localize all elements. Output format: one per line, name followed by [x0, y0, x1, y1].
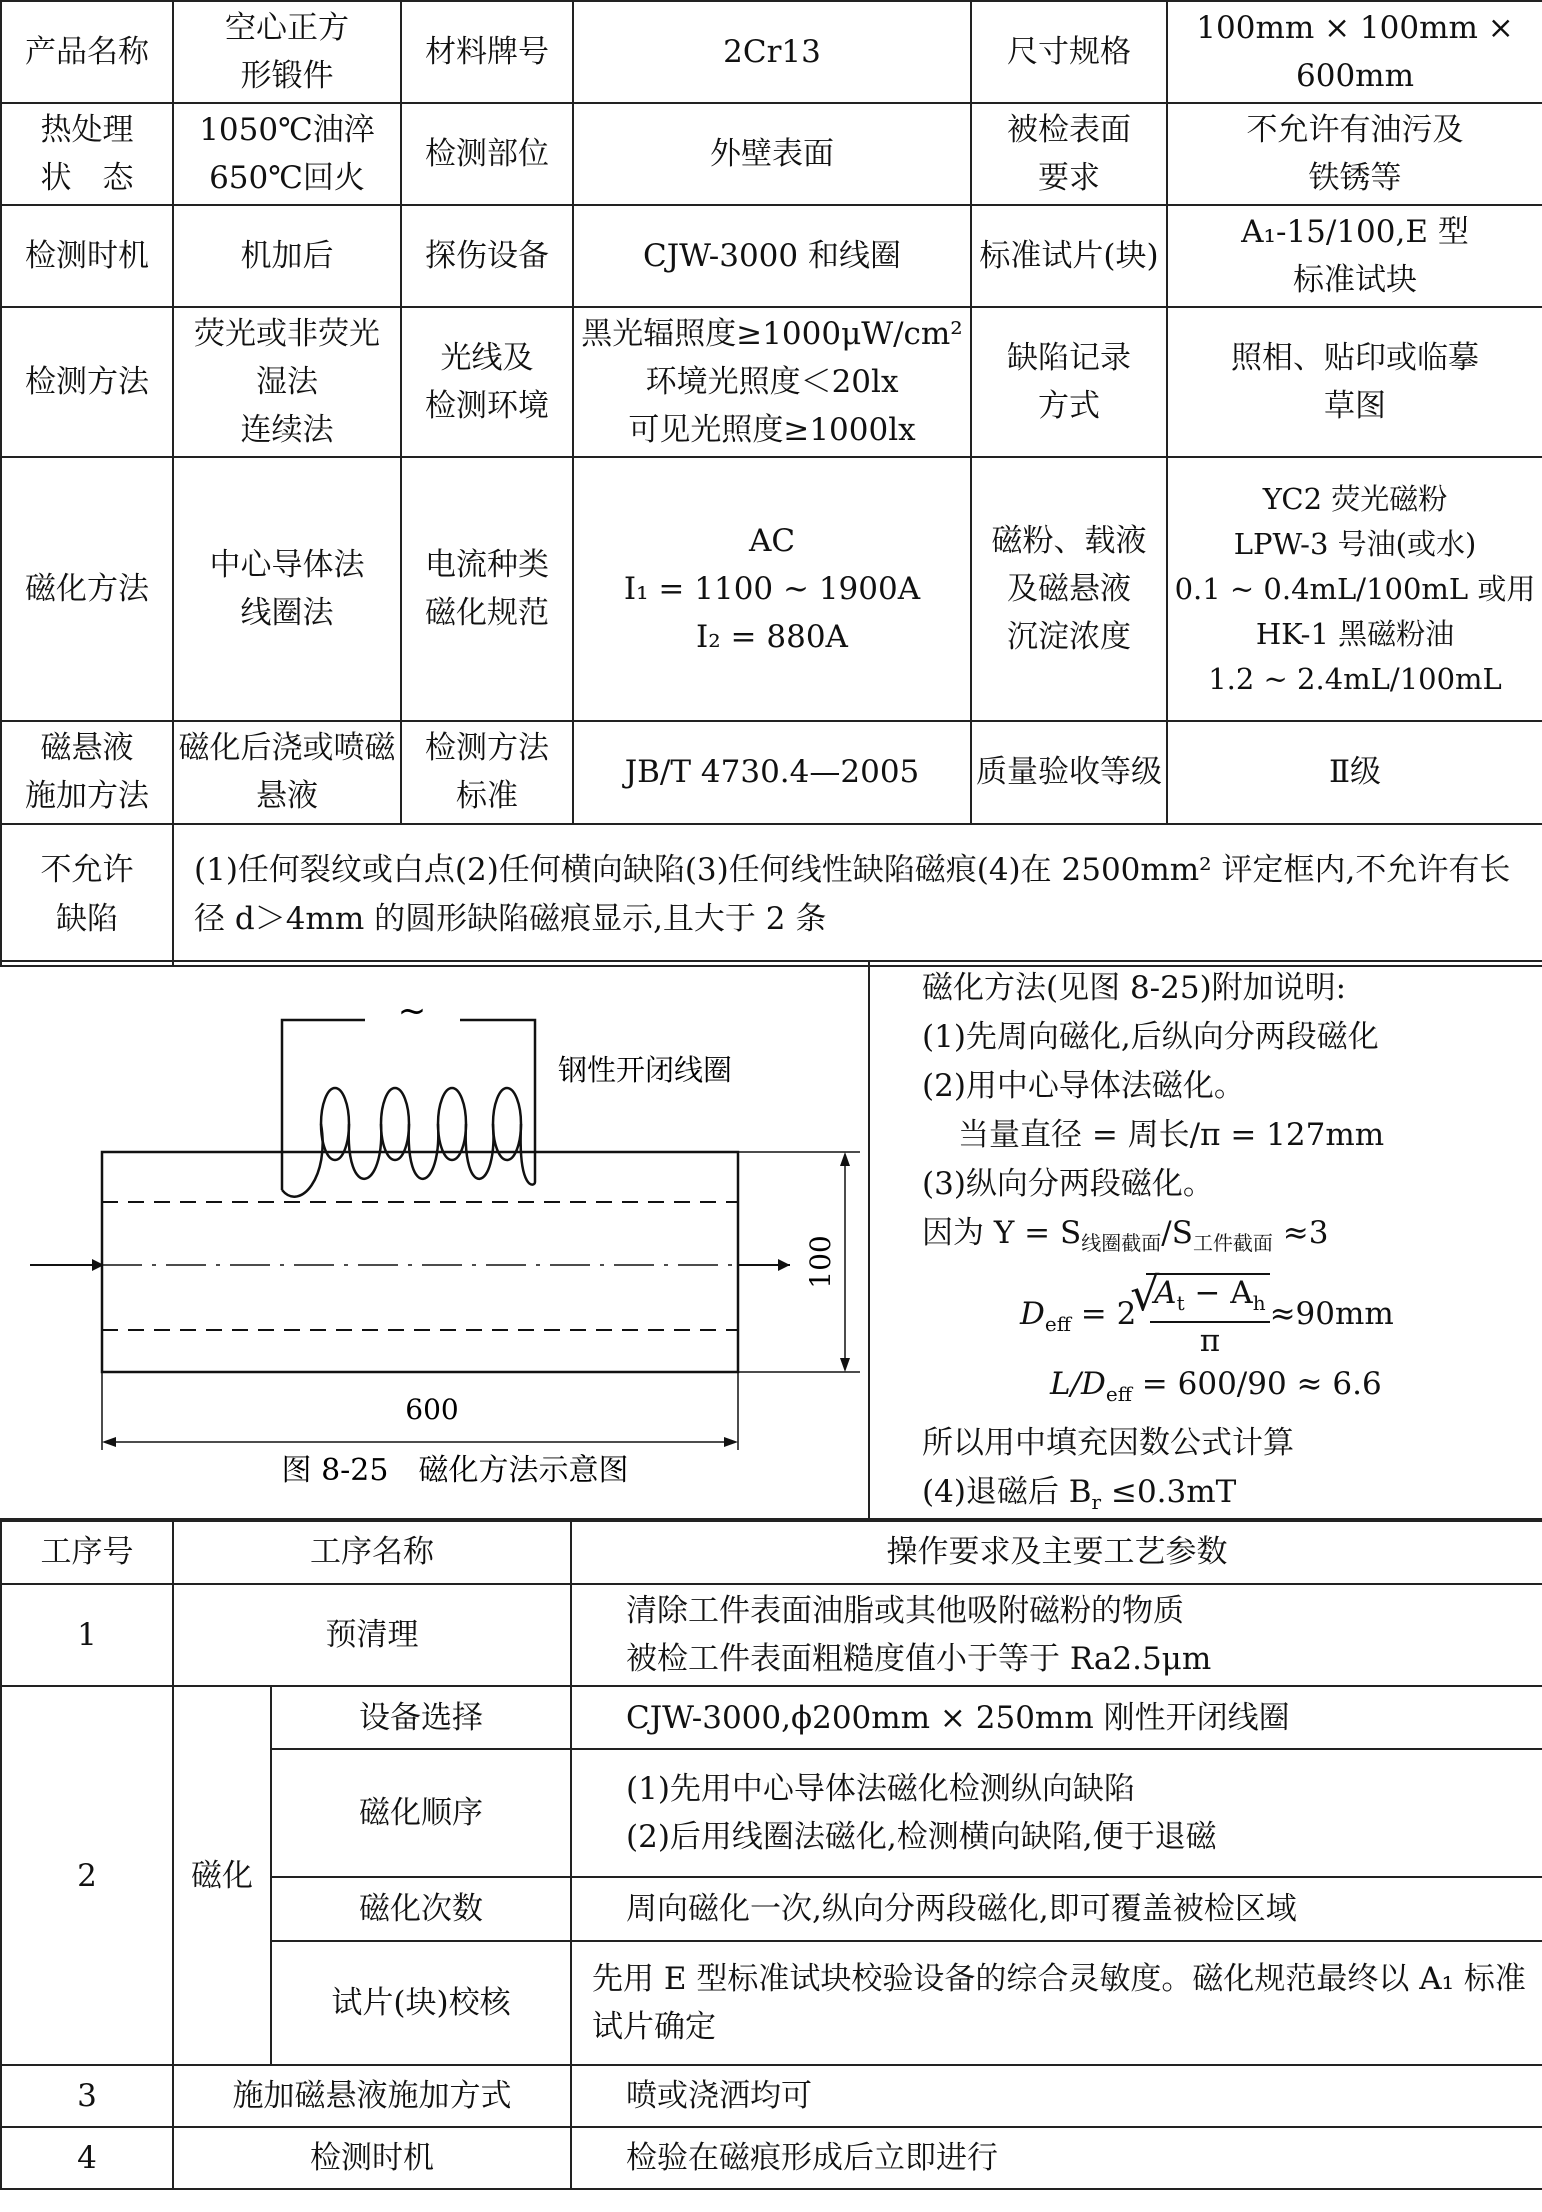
label-test-piece: 标准试片(块): [971, 205, 1167, 307]
label-suspension-application: 磁悬液 施加方法: [1, 721, 173, 823]
label-standard: 检测方法 标准: [401, 721, 573, 823]
step-2-no: 2: [1, 1686, 173, 2065]
spec-row-application: [1, 721, 1542, 823]
conductor-out-arrow-head: [778, 1259, 790, 1271]
spec-row-rejectable-defects: [1, 824, 1542, 966]
value-material: 2Cr13: [573, 1, 971, 103]
step-2-sub-2-value: (1)先用中心导体法磁化检测纵向缺陷 (2)后用线圈法磁化,检测横向缺陷,便于退磁: [571, 1749, 1542, 1877]
coil-label: 钢性开闭线圈: [558, 1053, 733, 1087]
magnetization-schematic: [0, 962, 868, 1520]
note-line-1: (1)先周向磁化,后纵向分两段磁化: [922, 1019, 1379, 1055]
label-magnetization-method: 磁化方法: [1, 457, 173, 721]
label-powder-carrier: 磁粉、载液 及磁悬液 沉淀浓度: [971, 457, 1167, 721]
note-demagnetization: (4)退磁后 $B_r \le 0.3mT$: [922, 1474, 1237, 1515]
note-line-3: (3)纵向分两段磁化。: [922, 1166, 1214, 1202]
step-1-name: 预清理: [173, 1584, 571, 1686]
value-product-name: 空心正方 形锻件: [173, 1, 401, 103]
step-2-sub-4-name: 试片(块)校核: [271, 1941, 571, 2065]
magnetization-notes: [922, 964, 1532, 1528]
value-suspension-application: 磁化后浇或喷磁 悬液: [173, 721, 401, 823]
label-surface-requirement: 被检表面 要求: [971, 103, 1167, 205]
value-heat-treatment: 1050℃油淬 650℃回火: [173, 103, 401, 205]
note-formula-choice: 所以用中填充因数公式计算: [922, 1425, 1294, 1462]
step-2-sub-3-name: 磁化次数: [271, 1877, 571, 1941]
process-row-3: [1, 2065, 1542, 2127]
label-acceptance-level: 质量验收等级: [971, 721, 1167, 823]
step-2-sub-3-value: 周向磁化一次,纵向分两段磁化,即可覆盖被检区域: [571, 1877, 1542, 1941]
dim-height-label: 100: [804, 1235, 837, 1289]
note-line-2: (2)用中心导体法磁化。: [922, 1068, 1245, 1104]
value-surface-requirement: 不允许有油污及 铁锈等: [1167, 103, 1542, 205]
header-requirements: 操作要求及主要工艺参数: [571, 1521, 1542, 1584]
coil-windings: [282, 1088, 535, 1197]
value-equipment: CJW-3000 和线圈: [573, 205, 971, 307]
value-inspection-timing: 机加后: [173, 205, 401, 307]
spec-row-magnetization: [1, 457, 1542, 721]
step-3-no: 3: [1, 2065, 173, 2127]
spec-row-method: [1, 307, 1542, 457]
step-1-no: 1: [1, 1584, 173, 1686]
value-current-type: AC I₁ = 1100 ~ 1900A I₂ = 880A: [573, 457, 971, 721]
dim-height-arrow-bottom: [840, 1358, 850, 1372]
step-2-sub-1-name: 设备选择: [271, 1686, 571, 1749]
step-1-requirements: 清除工件表面油脂或其他吸附磁粉的物质 被检工件表面粗糙度值小于等于 Ra2.5μm: [571, 1584, 1542, 1686]
label-material: 材料牌号: [401, 1, 573, 103]
label-lighting: 光线及 检测环境: [401, 307, 573, 457]
label-equipment: 探伤设备: [401, 205, 573, 307]
value-standard: JB/T 4730.4—2005: [573, 721, 971, 823]
label-current-type: 电流种类 磁化规范: [401, 457, 573, 721]
dim-length-arrow-right: [724, 1437, 738, 1447]
header-step-name: 工序名称: [173, 1521, 571, 1584]
dim-length-label: 600: [405, 1393, 459, 1426]
notes-title: 磁化方法(见图 8-25)附加说明:: [922, 970, 1347, 1006]
step-3-requirements: 喷或浇洒均可: [571, 2065, 1542, 2127]
process-row-1: [1, 1584, 1542, 1686]
value-defect-record: 照相、贴印或临摹 草图: [1167, 307, 1542, 457]
dim-height-arrow-top: [840, 1152, 850, 1166]
label-defect-record: 缺陷记录 方式: [971, 307, 1167, 457]
value-inspection-method: 荧光或非荧光 湿法 连续法: [173, 307, 401, 457]
diagram-section: [0, 960, 1542, 1520]
spec-row-timing: [1, 205, 1542, 307]
label-inspection-timing: 检测时机: [1, 205, 173, 307]
label-size: 尺寸规格: [971, 1, 1167, 103]
inspection-spec-table: [0, 0, 1542, 967]
label-inspection-method: 检测方法: [1, 307, 173, 457]
step-4-requirements: 检验在磁痕形成后立即进行: [571, 2127, 1542, 2189]
header-step-no: 工序号: [1, 1521, 173, 1584]
process-row-2a: [1, 1686, 1542, 1749]
ac-symbol: ~: [397, 991, 427, 1031]
process-row-4: [1, 2127, 1542, 2189]
note-equivalent-diameter: 当量直径 = 周长/π = 127mm: [958, 1117, 1385, 1153]
step-4-name: 检测时机: [173, 2127, 571, 2189]
spec-row-product: [1, 1, 1542, 103]
step-3-name: 施加磁悬液施加方式: [173, 2065, 571, 2127]
spec-row-heat-treatment: [1, 103, 1542, 205]
dim-length-arrow-left: [102, 1437, 116, 1447]
workpiece-outline: [102, 1152, 738, 1372]
label-heat-treatment: 热处理 状 态: [1, 103, 173, 205]
note-effective-diameter: $D_{eff} = 2$ √ $\frac{A_t - A_h}{\pi}$ ≈90mm: [1020, 1266, 1394, 1359]
process-table: [0, 1520, 1542, 2190]
note-fill-ratio: 因为 $Y = S_{线圈截面}/S_{工件截面} \approx 3$: [922, 1215, 1329, 1256]
label-rejectable-defects: 不允许 缺陷: [1, 824, 173, 966]
value-size: 100mm × 100mm × 600mm: [1167, 1, 1542, 103]
value-magnetization-method: 中心导体法 线圈法: [173, 457, 401, 721]
step-2-sub-1-value: CJW-3000,ϕ200mm × 250mm 刚性开闭线圈: [571, 1686, 1542, 1749]
label-product-name: 产品名称: [1, 1, 173, 103]
value-inspection-area: 外壁表面: [573, 103, 971, 205]
step-4-no: 4: [1, 2127, 173, 2189]
step-2-sub-2-name: 磁化顺序: [271, 1749, 571, 1877]
value-rejectable-defects: (1)任何裂纹或白点(2)任何横向缺陷(3)任何线性缺陷磁痕(4)在 2500mm² 评定框内,不允许有长径 d＞4mm 的圆形缺陷磁痕显示,且大于 2 条: [173, 824, 1542, 966]
figure-caption: 图 8-25 磁化方法示意图: [281, 1453, 629, 1488]
value-test-piece: A₁-15/100,E 型 标准试块: [1167, 205, 1542, 307]
value-lighting: 黑光辐照度≥1000μW/cm² 环境光照度＜20lx 可见光照度≥1000lx: [573, 307, 971, 457]
value-powder-carrier: YC2 荧光磁粉 LPW-3 号油(或水) 0.1 ~ 0.4mL/100mL 或用 HK-1 黑磁粉油 1.2 ~ 2.4mL/100mL: [1167, 457, 1542, 721]
value-acceptance-level: Ⅱ级: [1167, 721, 1542, 823]
step-2-sub-4-value: 先用 E 型标准试块校验设备的综合灵敏度。磁化规范最终以 A₁ 标准试片确定: [571, 1941, 1542, 2065]
label-inspection-area: 检测部位: [401, 103, 573, 205]
process-header-row: [1, 1521, 1542, 1584]
magnetization-diagram: [0, 962, 870, 1520]
note-ratio: $L/D_{eff} = 600/90 \approx 6.6$: [1050, 1366, 1382, 1407]
step-2-name: 磁化: [173, 1686, 271, 2065]
